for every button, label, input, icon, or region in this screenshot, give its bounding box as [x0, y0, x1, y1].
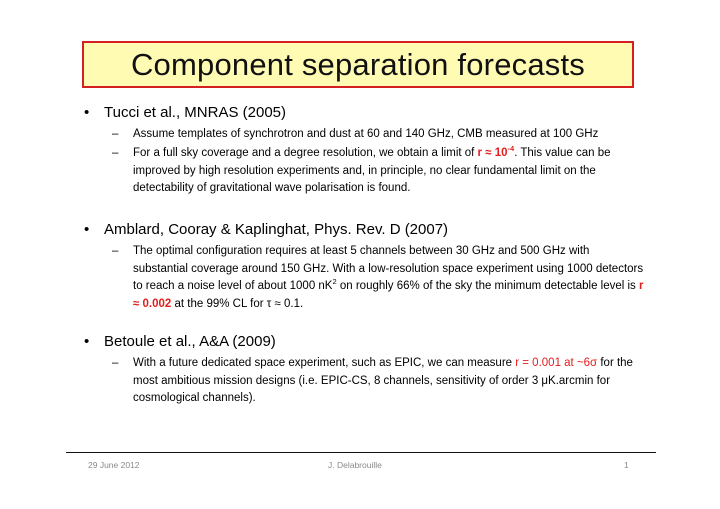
- sub-text: [133, 145, 645, 198]
- highlighted-text: r ≈ 0.002: [133, 280, 644, 310]
- bullet-heading: Betoule et al., A&A (2009): [104, 333, 276, 350]
- text-run: With a future dedicated space experiment, such as EPIC, we can measure: [133, 357, 516, 369]
- footer-date: 29 June 2012: [88, 460, 140, 470]
- text-run: at the 99% CL for τ ≈ 0.1.: [171, 297, 304, 310]
- bullet-2: [84, 221, 449, 239]
- sub-text: [133, 355, 645, 408]
- sub-text: [133, 243, 645, 313]
- footer-page-number: 1: [624, 460, 629, 470]
- bullet-heading: Amblard, Cooray & Kaplinghat, Phys. Rev. D (2007): [104, 221, 449, 238]
- bullet-dot: •: [84, 333, 90, 350]
- slide-title: Component separation forecasts: [130, 46, 586, 82]
- bullet-1: [84, 104, 286, 122]
- highlighted-text: r = 0.001 at ~6σ: [515, 357, 598, 369]
- title-box: [82, 41, 634, 88]
- text-run: Assume templates of synchrotron and dust at 60 and 140 GHz, CMB measured at 100 GHz: [133, 128, 599, 140]
- text-run: . This value can be improved by high resolution experiments and, in principle, no clear fundamental limit on the detectability of gravitational wave polarisation is found.: [133, 147, 611, 194]
- text-run: For a full sky coverage and a degree resolution, we obtain a limit of: [133, 147, 478, 159]
- text-run: 2: [332, 277, 337, 287]
- text-run: on roughly 66% of the sky the minimum detectable level is: [336, 280, 640, 292]
- bullet-heading: Tucci et al., MNRAS (2005): [104, 104, 286, 121]
- bullet-dot: •: [84, 104, 90, 121]
- footer-divider: [66, 452, 656, 453]
- sub-text: [133, 126, 645, 144]
- highlighted-text: r ≈ 10: [477, 147, 508, 159]
- text-run: for the most ambitious mission designs (i.e. EPIC-CS, 8 channels, sensitivity of order 3 μK.arcmin for cosmological channels).: [133, 357, 633, 404]
- footer-author: J. Delabrouille: [328, 460, 382, 470]
- highlighted-text: -4: [507, 144, 515, 154]
- bullet-3: [84, 333, 276, 351]
- text-run: The optimal configuration requires at least 5 channels between 30 GHz and 500 GHz with substantial coverage around 150 GHz. With a low-resolution space experiment using 1000 detectors to reach a noise level of about 1000 nK: [133, 245, 644, 292]
- bullet-dot: •: [84, 221, 90, 238]
